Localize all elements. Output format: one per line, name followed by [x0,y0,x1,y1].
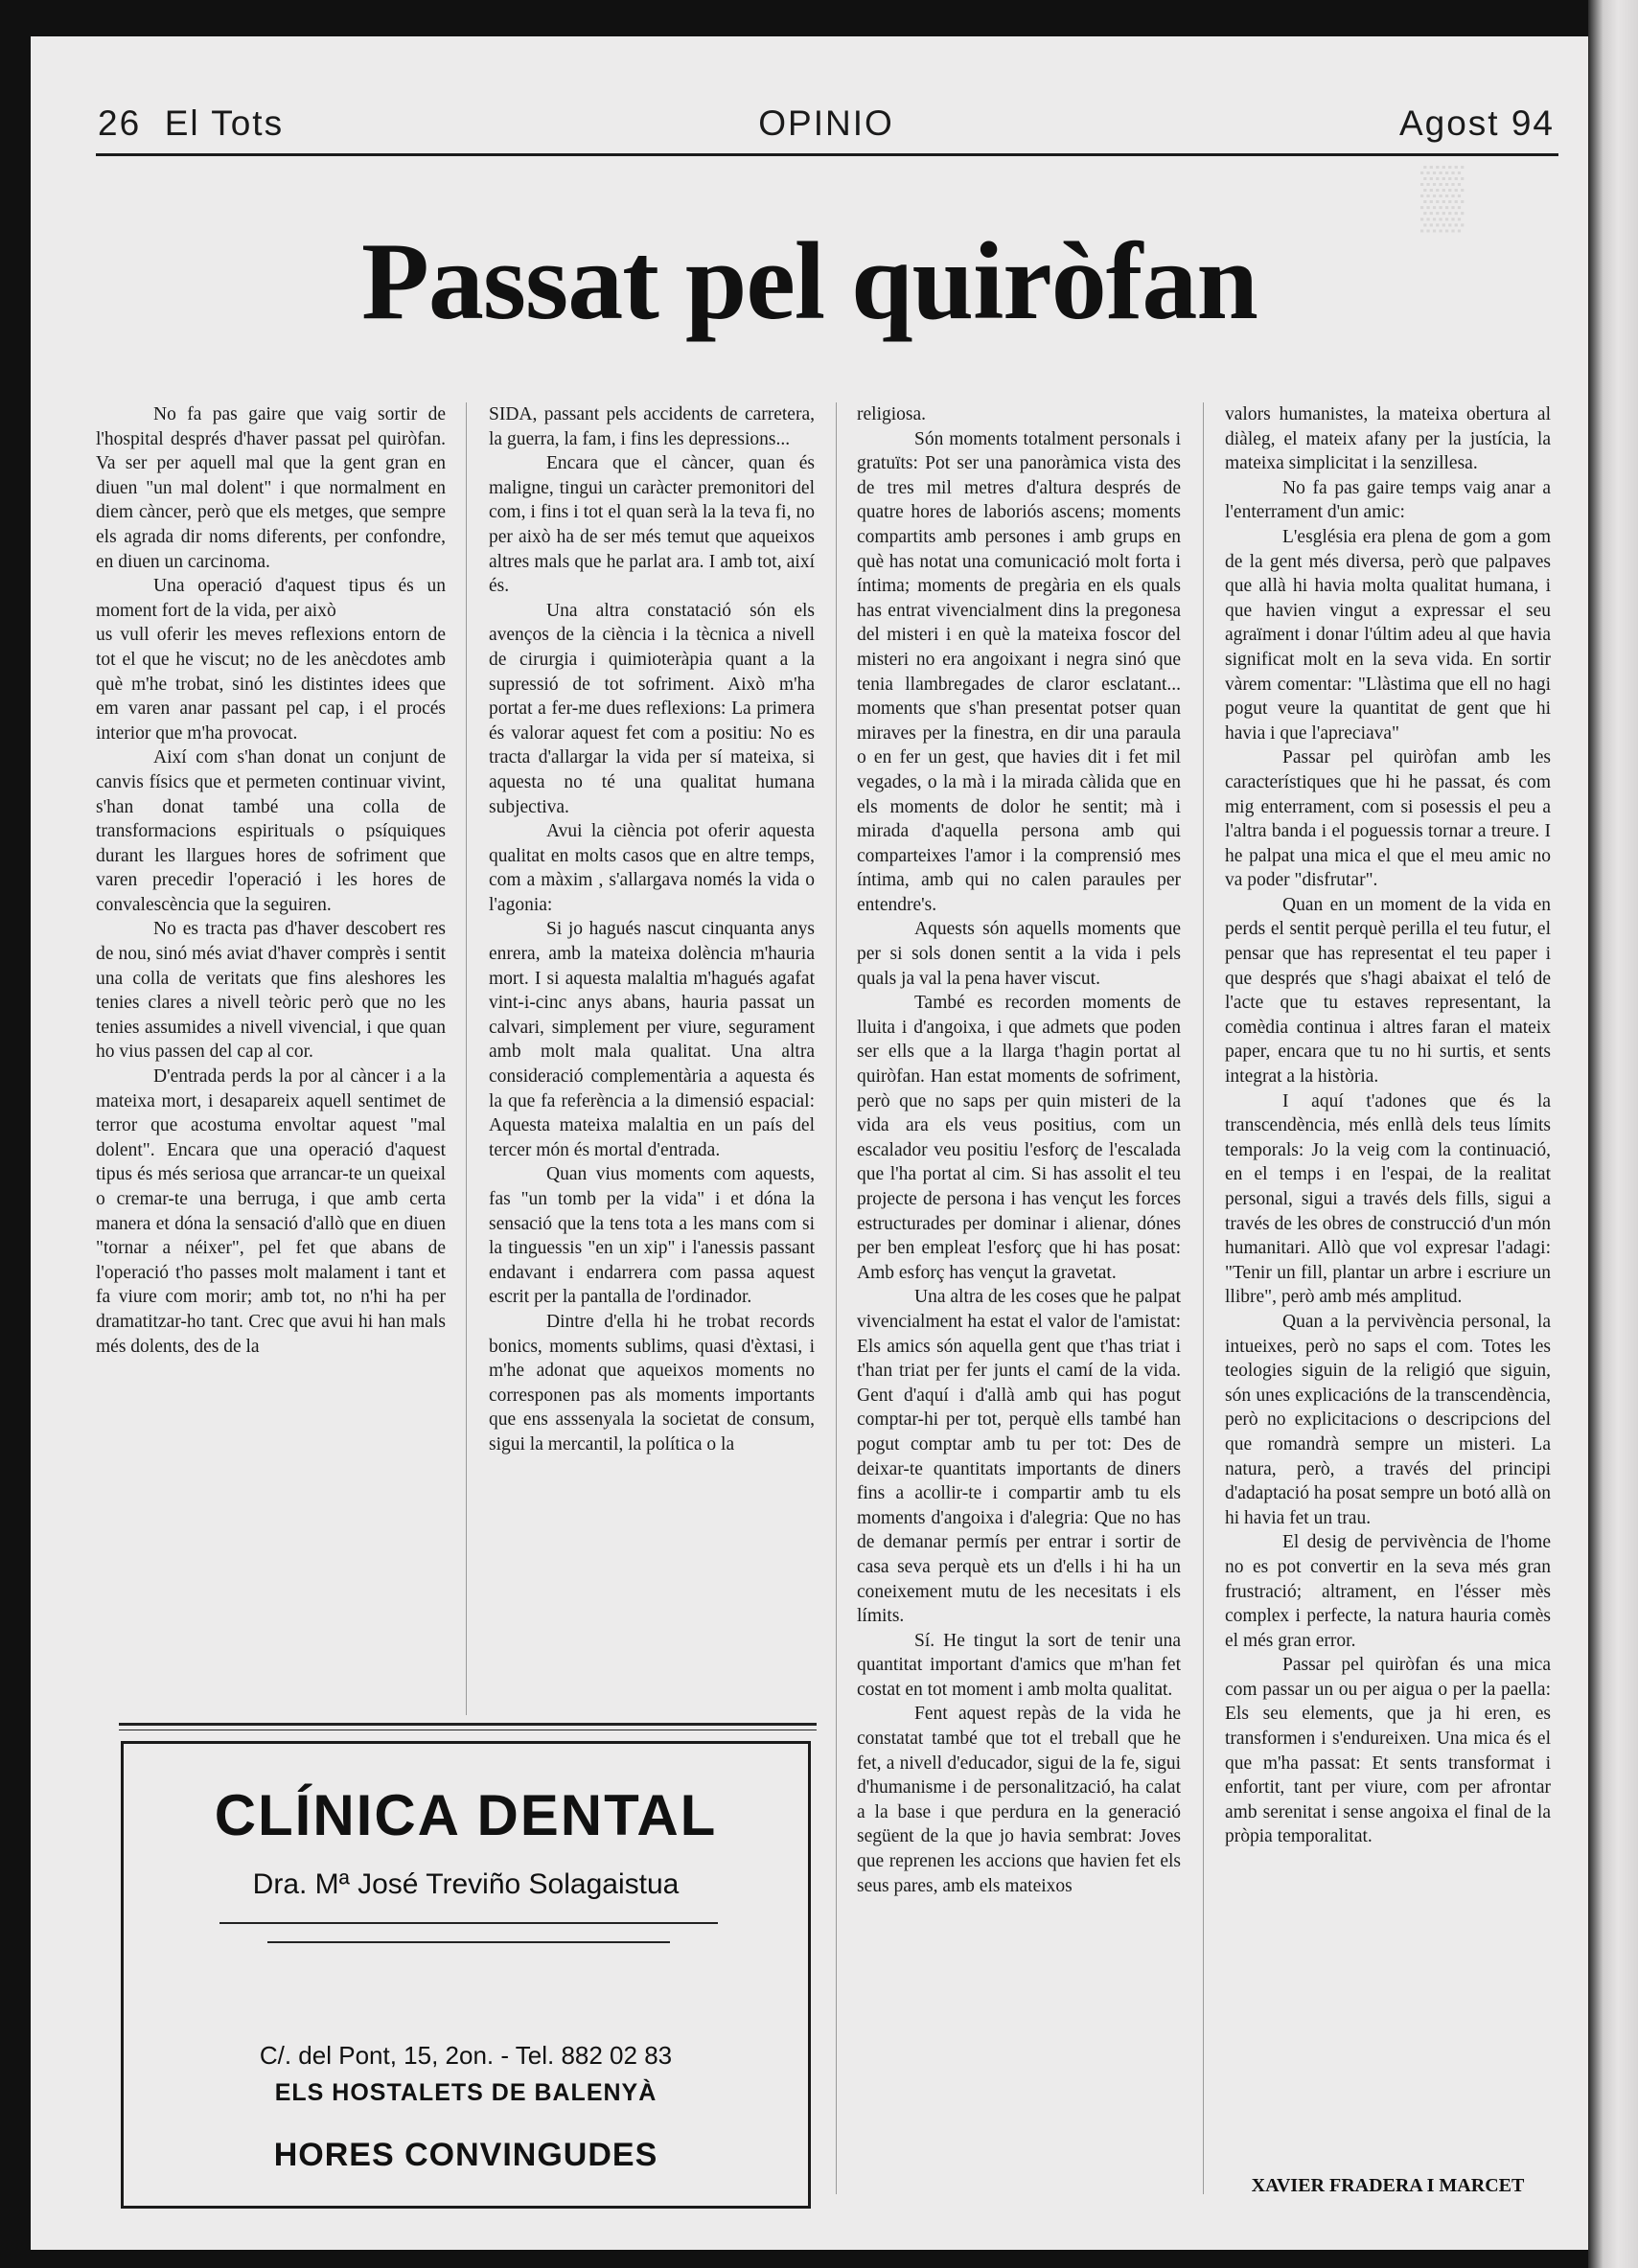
article-paragraph: Passar pel quiròfan és una mica com passar un ou per aigua o per la paella: Els seu elements, que ja hi eren, es transformen i s'endureixen. Una mica és el que m'ha passat: Et sents transformat i enfortit, tant per viure, com per afrontar amb serenitat i sense angoixa el final de la pròpia temporalitat. [1225,1655,1551,1847]
next-page-edge [1588,0,1638,2268]
article-paragraph: No fa pas gaire temps vaig anar a l'enterrament d'un amic: [1225,477,1551,523]
article-paragraph: Quan a la pervivència personal, la intueixes, però no saps el com. Totes les teologies siguin de la religió que siguin, són unes explicacións de la transcendència, però no explicitacions o descripcions del que romandrà sempre un misteri. La natura, però, a través del principi d'adaptació ha posat sempre un botó allà on hi havia fet un trau. [1225,1311,1551,1528]
article-paragraph: us vull oferir les meves reflexions entorn de tot el que he viscut; no de les anècdotes amb què m'he trobat, sinó les distintes idees que em varen anar passant pel cap, i el procés interior que m'ha provocat. [96,625,446,744]
article-paragraph: Una operació d'aquest tipus és un moment fort de la vida, per això [96,576,446,621]
article-paragraph: Aquests són aquells moments que per si sols donen sentit a la vida i pels quals ja val la pena haver viscut. [857,919,1181,989]
bleed-through-text: ▒ [1420,162,1465,230]
article-paragraph: Encara que el càncer, quan és maligne, tingui un caràcter premonitori del com, i fins i tot el quan serà la la teva fi, no per això ha de ser més temut que aqueixos altres mals que he parlat ara. I amb tot, així és. [489,453,815,597]
article-paragraph: Dintre d'ella hi he trobat records bonics, moments sublims, quasi d'èxtasi, i m'he adonat que aqueixos moments no corresponen pas als moments importants que ens asssenyala la societat de consum, sigui la mercantil, la política o la [489,1311,815,1455]
page-header [98,103,1555,161]
header-section: OPINIO [758,103,894,143]
header-date: Agost 94 [1398,103,1555,143]
article-paragraph: No fa pas gaire que vaig sortir de l'hospital després d'haver passat pel quiròfan. Va ser per aquell mal que la gent gran en diuen "un mal dolent" i que normalment en diem càncer, però que els metges, que sempre els agrada dir noms diferents, per confondre, en diuen un carcinoma. [96,404,446,572]
article-column-4 [1225,402,1551,1849]
header-publication: El Tots [164,103,285,143]
article-paragraph: No es tracta pas d'haver descobert res de nou, sinó més aviat d'haver comprès i sentit una colla de veritats que fins aleshores les tenies clares a nivell teòric però que no les tenies assumides a nivell vivencial, i que quan ho vius passen del cap al cor. [96,919,446,1063]
ad-divider [219,1922,718,1924]
column-divider [1203,402,1204,2194]
article-paragraph: Passar pel quiròfan amb les característiques que hi he passat, és com mig enterrament, com si posessis el peu a l'altra banda i el poguessis tornar a treure. I he palpat una mica el que el meu amic no va poder "disfrutar". [1225,747,1551,891]
ad-top-rule [119,1723,817,1726]
article-paragraph: Si jo hagués nascut cinquanta anys enrera, amb la mateixa dolència m'hauria mort. I si aquesta malaltia m'hagués agafat vint-i-cinc anys abans, hauria passat un calvari, simplement per viure, segurament amb molt mala qualitat. Una altra consideració complementària a aquesta és la que fa referència a la dimensió espacial: Aquesta mateixa malaltia en un país del tercer món és mortal d'entrada. [489,919,815,1160]
ad-clinic-name: CLÍNICA DENTAL [214,1783,718,1847]
article-column-1 [96,402,446,1359]
article-paragraph: SIDA, passant pels accidents de carretera, la guerra, la fam, i fins les depressions... [489,404,815,449]
article-paragraph: Avui la ciència pot oferir aquesta qualitat en molts casos que en altre temps, com a màxim , s'allargava només la vida o l'agonia: [489,821,815,915]
ad-town: ELS HOSTALETS DE BALENYÀ [274,2079,658,2106]
ad-divider [267,1941,670,1943]
article-paragraph: D'entrada perds la por al càncer i a la mateixa mort, i desapareix aquell sentimet de terror que acostuma envoltar aquest "mal dolent". Encara que una operació d'aquest tipus és més seriosa que arrancar-te un queixal o cremar-te una berruga, i que amb certa manera et dóna la sensació d'allò que en diuen "tornar a néixer", pel fet que abans de l'operació t'ho passes molt malament i tant et fa viure com morir; amb tot, no n'hi ha per dramatitzar-ho tant. Crec que avui hi han mals més dolents, des de la [96,1066,446,1357]
article-column-3 [857,402,1181,1898]
article-paragraph: valors humanistes, la mateixa obertura al diàleg, el mateix afany per la justícia, la mateixa simplicitat i la senzillesa. [1225,404,1551,474]
column-divider [836,402,837,2194]
article-paragraph: Una altra de les coses que he palpat vivencialment ha estat el valor de l'amistat: Els amics són aquella gent que t'has triat i t'han triat per fer junts el camí de la vida. Gent d'aquí i d'allà amb qui has pogut comptar-hi per tot, perquè ells també han pogut comptar amb tu per tot: Des de deixar-te quantitats importants de diners fins a acollir-te i compartir amb tu els moments d'angoixa i d'alegria: Que no has de demanar permís per entrar i sortir de casa seva perquè ets un d'ells i hi ha un coneixement mutu de les necesitats i els límits. [857,1287,1181,1627]
article-paragraph: L'església era plena de gom a gom de la gent més diversa, però que palpaves que allà hi havia molta qualitat humana, i que havien vingut a expressar el seu agraïment i donar l'últim adeu al que havia significat molt en la seva vida. En sortir vàrem comentar: "Llàstima que ell no hagi pogut veure la quantitat de gent que hi havia i que l'apreciava" [1225,526,1551,744]
article-paragraph: Quan en un moment de la vida en perds el sentit perquè perilla el teu futur, el pensar que has representat el teu paper i que després que s'hagi abaixat el teló de l'acte que tu estaves representant, la comèdia continua i altres faran el mateix paper, encara que tu no hi surtis, et sents integrat a la història. [1225,894,1551,1088]
article-paragraph: Són moments totalment personals i gratuïts: Pot ser una panoràmica vista des de tres mil metres d'altura després de quatre hores de laboriós ascens; moments compartits amb persones i amb grups en què has notat una comunicació molt forta i íntima; moments de pregària en els quals has entrat vivencialment dins la pregonesa del misteri i en què la mateixa foscor del misteri no era angoixant i negra sinó que tenia llambregades de claror esclatant... moments que s'han presentat potser quan miraves per la finestra, en dir una paraula o en fer un gest, que havies dit i fet mil vegades, o la mà i la mirada càlida que en els moments de dolor he sentit; mà i mirada d'aquella persona amb qui comparteixes l'amor i la comprensió mes íntima, amb qui no calen paraules per entendre's. [857,428,1181,915]
header-rule [96,153,1558,156]
article-paragraph: Així com s'han donat un conjunt de canvis físics que et permeten continuar vivint, s'han donat també una colla de transformacions espirituals o psíquiques durant les llargues hores de sofriment que varen precedir l'operació i les hores de convalescència que la seguiren. [96,747,446,915]
article-paragraph: També es recorden moments de lluita i d'angoixa, i que admets que poden ser ells que a la llarga t'hagin portat al quiròfan. Han estat moments de sofriment, però que no saps per quin misteri de la vida ara els veus positius, com un escalador veu positiu l'esforç de l'escalada que l'ha portat al cim. Si has assolit el teu projecte de persona i has vençut les forces estructurades per dominar i alienar, dónes per ben empleat l'esforç que hi has posat: Amb esforç has vençut la gravetat. [857,993,1181,1283]
article-title: Passat pel quiròfan [361,220,1257,343]
ad-address: C/. del Pont, 15, 2on. - Tel. 882 02 83 [259,2041,673,2070]
header-page-number: 26 [98,103,142,143]
article-paragraph: religiosa. [857,404,927,424]
article-column-2 [489,402,815,1457]
article-author: XAVIER FRADERA I MARCET [1251,2175,1525,2196]
article-paragraph: Sí. He tingut la sort de tenir una quantitat important d'amics que m'han fet costat en tot moment i amb molta qualitat. [857,1630,1181,1700]
newspaper-page [31,36,1588,2250]
ad-doctor-name: Dra. Mª José Treviño Solagaistua [252,1868,680,1900]
article-paragraph: El desig de pervivència de l'home no es pot convertir en la seva més gran frustració; altrament, en l'ésser mès complex i perfecte, la natura hauria comès el més gran error. [1225,1532,1551,1651]
article-paragraph: Quan vius moments com aquests, fas "un tomb per la vida" i et dóna la sensació que la tens tota a les mans com si la tinguessis "en un xip" i l'anessis passant endavant i endarrera com passa aquest escrit per la pantalla de l'ordinador. [489,1164,815,1308]
ad-hours: HORES CONVINGUDES [273,2137,658,2173]
article-paragraph: I aquí t'adones que és la transcendència, més enllà dels teus límits temporals: Jo la veig com la continuació, en el temps i en l'espai, de la realitat personal, sigui a través dels fills, sigui a través de les obres de construcció d'un món humanitari. Allò que vol expresar l'adagi: "Tenir un fill, plantar un arbre i escriure un llibre", però amb més amplitud. [1225,1090,1551,1308]
article-paragraph: Fent aquest repàs de la vida he constatat també que tot el treball que he fet, a nivell d'educador, sigui de la fe, sigui d'humanisme i de personalització, ha calat a la base i que perdura en la generació següent de la que jo havia sembrat: Joves que reprenen les accions que havien fet els seus pares, amb els mateixos [857,1704,1181,1896]
dental-clinic-ad [121,1741,811,2209]
article-paragraph: Una altra constatació són els avenços de la ciència i la tècnica a nivell de cirurgia i quimioteràpia quant a la supressió de tot sofriment. Això m'ha portat a fer-me dues reflexions: La primera és valorar aquest fet com a positiu: No es tracta d'allargar la vida per sí mateixa, si aquesta no té una qualitat humana subjectiva. [489,600,815,817]
column-divider [466,402,467,1715]
